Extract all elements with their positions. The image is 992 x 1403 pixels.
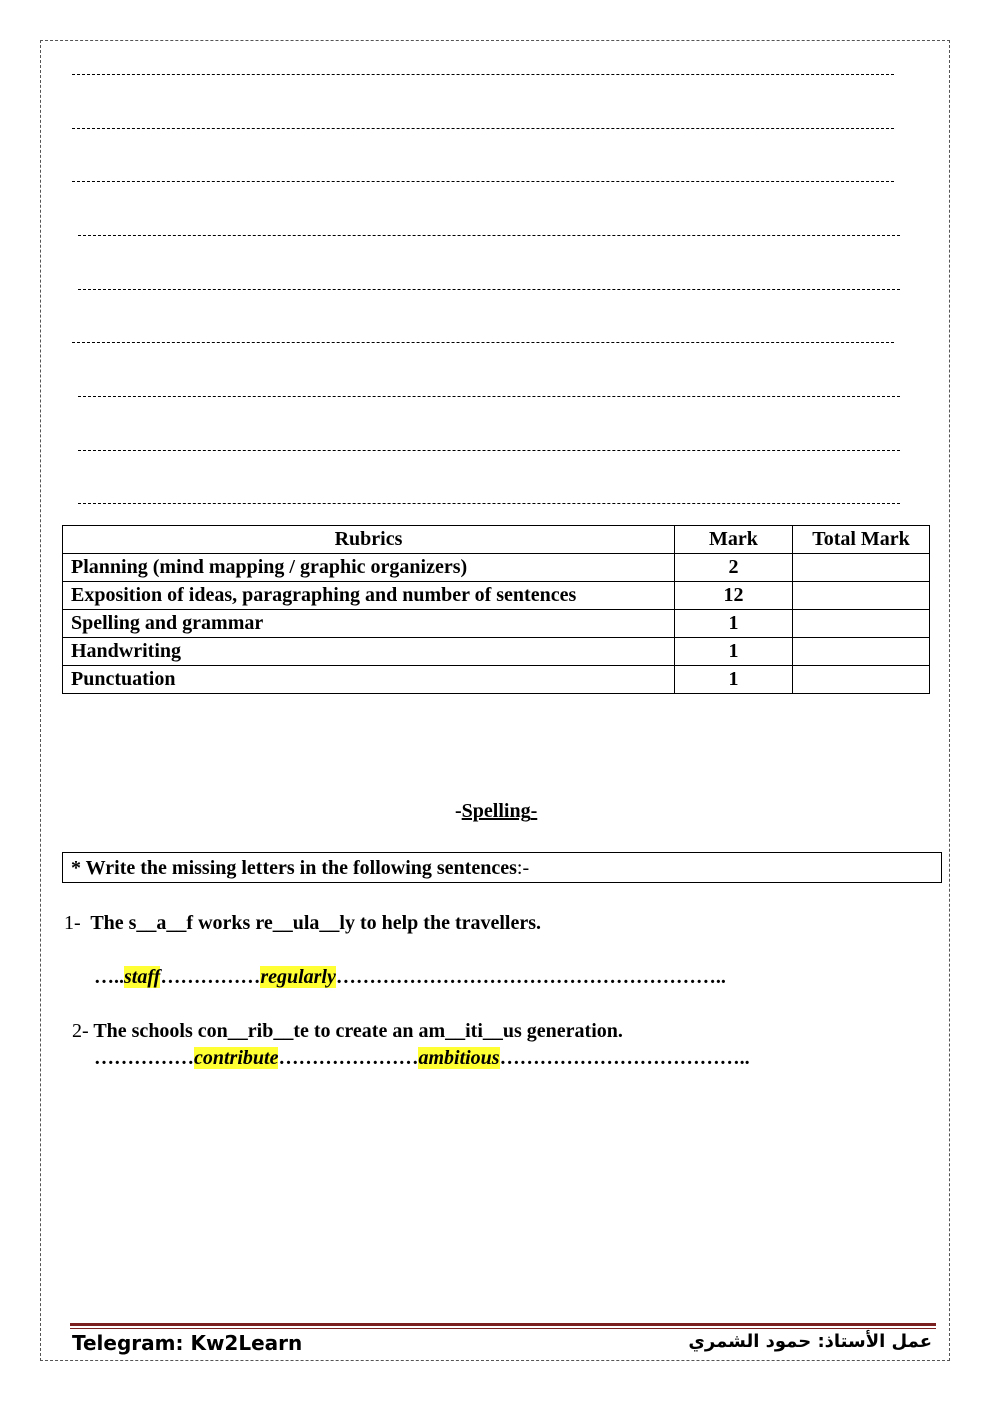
table-row bbox=[63, 638, 930, 666]
writing-line bbox=[78, 450, 900, 451]
header-rubrics: Rubrics bbox=[63, 526, 675, 554]
header-total-mark: Total Mark bbox=[793, 526, 930, 554]
instruction-text: * Write the missing letters in the following sentences bbox=[71, 857, 517, 879]
table-row bbox=[63, 582, 930, 610]
writing-line bbox=[72, 128, 894, 129]
writing-line bbox=[78, 289, 900, 290]
footer-telegram: Telegram: Kw2Learn bbox=[72, 1331, 303, 1355]
instruction-box bbox=[62, 852, 942, 883]
question-2 bbox=[72, 1020, 623, 1043]
leader-dots: …………… bbox=[94, 1047, 194, 1069]
writing-line bbox=[78, 396, 900, 397]
writing-line bbox=[78, 235, 900, 236]
leader-dots: ……………………………….. bbox=[499, 1047, 750, 1069]
instruction-end: :- bbox=[516, 857, 530, 879]
header-mark: Mark bbox=[675, 526, 793, 554]
question-text: The schools con__rib__te to create an am__iti__us generation. bbox=[93, 1020, 623, 1042]
footer-divider bbox=[70, 1323, 936, 1326]
table-row bbox=[63, 610, 930, 638]
footer-divider bbox=[70, 1328, 936, 1329]
writing-line bbox=[72, 181, 894, 182]
mark-cell: 1 bbox=[675, 610, 793, 638]
question-1 bbox=[64, 912, 541, 935]
table-row bbox=[63, 666, 930, 694]
writing-line bbox=[78, 503, 900, 504]
writing-line bbox=[72, 342, 894, 343]
rubrics-table bbox=[62, 525, 930, 694]
answer-word: ambitious bbox=[418, 1047, 500, 1069]
rubric-cell: Planning (mind mapping / graphic organizers) bbox=[63, 554, 675, 582]
question-number: 1- bbox=[64, 912, 81, 934]
question-text: The s__a__f works re__ula__ly to help the travellers. bbox=[90, 912, 542, 934]
question-number: 2- bbox=[72, 1020, 89, 1042]
title-prefix: - bbox=[455, 800, 462, 822]
rubric-cell: Spelling and grammar bbox=[63, 610, 675, 638]
table-header-row bbox=[63, 526, 930, 554]
footer-author: عمل الأستاذ: حمود الشمري bbox=[688, 1331, 932, 1352]
answer-word: staff bbox=[124, 966, 161, 988]
rubric-cell: Handwriting bbox=[63, 638, 675, 666]
mark-cell: 1 bbox=[675, 638, 793, 666]
section-title bbox=[455, 800, 537, 823]
answer-word: contribute bbox=[194, 1047, 279, 1069]
title-text: Spelling bbox=[461, 800, 531, 822]
page-border bbox=[40, 40, 950, 1361]
mark-cell: 12 bbox=[675, 582, 793, 610]
leader-dots: …………… bbox=[160, 966, 261, 988]
rubric-cell: Exposition of ideas, paragraphing and number of sentences bbox=[63, 582, 675, 610]
total-cell bbox=[793, 638, 930, 666]
answer-line-2 bbox=[94, 1047, 750, 1070]
leader-dots: ………………… bbox=[278, 1047, 419, 1069]
leader-dots: ….. bbox=[94, 966, 124, 988]
total-cell bbox=[793, 582, 930, 610]
total-cell bbox=[793, 554, 930, 582]
rubric-cell: Punctuation bbox=[63, 666, 675, 694]
answer-line-1 bbox=[94, 966, 726, 989]
mark-cell: 2 bbox=[675, 554, 793, 582]
mark-cell: 1 bbox=[675, 666, 793, 694]
table-row bbox=[63, 554, 930, 582]
answer-word: regularly bbox=[260, 966, 336, 988]
title-suffix: - bbox=[530, 800, 538, 822]
total-cell bbox=[793, 610, 930, 638]
total-cell bbox=[793, 666, 930, 694]
leader-dots: ………………………………………………….. bbox=[335, 966, 726, 988]
writing-line bbox=[72, 74, 894, 75]
